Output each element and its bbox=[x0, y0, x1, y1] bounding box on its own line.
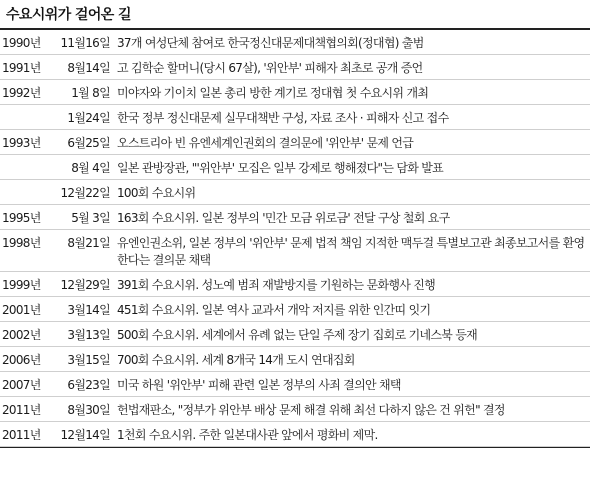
timeline-row bbox=[0, 422, 590, 447]
event-description: 미야자와 기이치 일본 총리 방한 계기로 정대협 첫 수요시위 개최 bbox=[117, 86, 429, 100]
event-description: 37개 여성단체 참여로 한국정신대문제대책협의회(정대협) 출범 bbox=[117, 36, 424, 50]
event-year: 2011년 bbox=[2, 403, 41, 417]
event-date: 1월24일 bbox=[67, 111, 110, 125]
event-year: 1993년 bbox=[2, 136, 41, 150]
event-date: 5월 3일 bbox=[71, 211, 110, 225]
event-date: 8월14일 bbox=[67, 61, 110, 75]
timeline-row bbox=[0, 272, 590, 297]
event-date: 8월21일 bbox=[67, 236, 110, 250]
event-description: 오스트리아 빈 유엔세계인권회의 결의문에 '위안부' 문제 언급 bbox=[117, 136, 414, 150]
timeline-row bbox=[0, 205, 590, 230]
event-description: 한국 정부 정신대문제 실무대책반 구성, 자료 조사 · 피해자 신고 접수 bbox=[117, 111, 449, 125]
event-date: 3월15일 bbox=[67, 353, 110, 367]
event-date: 8월30일 bbox=[67, 403, 110, 417]
timeline-row bbox=[0, 297, 590, 322]
event-date: 1월 8일 bbox=[71, 86, 110, 100]
event-year: 1992년 bbox=[2, 86, 41, 100]
timeline-row bbox=[0, 372, 590, 397]
event-date: 12월29일 bbox=[60, 278, 110, 292]
timeline-row bbox=[0, 105, 590, 130]
event-date: 6월23일 bbox=[67, 378, 110, 392]
event-description: 헌법재판소, "정부가 위안부 배상 문제 해결 위해 최선 다하지 않은 건 위헌" 결정 bbox=[117, 403, 505, 417]
timeline-row bbox=[0, 180, 590, 205]
event-year: 1990년 bbox=[2, 36, 41, 50]
event-year: 2006년 bbox=[2, 353, 41, 367]
event-date: 8월 4일 bbox=[71, 161, 110, 175]
timeline-row bbox=[0, 397, 590, 422]
timeline-row bbox=[0, 80, 590, 105]
event-date: 3월13일 bbox=[67, 328, 110, 342]
event-year: 2001년 bbox=[2, 303, 41, 317]
event-year: 1999년 bbox=[2, 278, 41, 292]
timeline-row bbox=[0, 130, 590, 155]
event-description: 700회 수요시위. 세계 8개국 14개 도시 연대집회 bbox=[117, 353, 355, 367]
event-description: 451회 수요시위. 일본 역사 교과서 개악 저지를 위한 인간띠 잇기 bbox=[117, 303, 431, 317]
event-description: 미국 하원 '위안부' 피해 관련 일본 정부의 사죄 결의안 채택 bbox=[117, 378, 401, 392]
event-year: 1998년 bbox=[2, 236, 41, 250]
timeline-table bbox=[0, 30, 590, 447]
bottom-divider bbox=[0, 447, 590, 448]
event-date: 6월25일 bbox=[67, 136, 110, 150]
event-description: 100회 수요시위 bbox=[117, 186, 196, 200]
event-description: 일본 관방장관, "'위안부' 모집은 일부 강제로 행해졌다"는 담화 발표 bbox=[117, 161, 444, 175]
event-year: 1991년 bbox=[2, 61, 41, 75]
event-description: 500회 수요시위. 세계에서 유례 없는 단일 주제 장기 집회로 기네스북 등재 bbox=[117, 328, 478, 342]
event-year: 2007년 bbox=[2, 378, 41, 392]
timeline-row bbox=[0, 55, 590, 80]
event-date: 12월22일 bbox=[60, 186, 110, 200]
timeline-row bbox=[0, 347, 590, 372]
event-description: 유엔인권소위, 일본 정부의 '위안부' 문제 법적 책임 지적한 맥두걸 특별보고관 최종보고서를 환영한다는 결의문 채택 bbox=[117, 236, 585, 267]
event-description: 391회 수요시위. 성노예 범죄 재발방지를 기원하는 문화행사 진행 bbox=[117, 278, 436, 292]
event-date: 12월14일 bbox=[60, 428, 110, 442]
timeline-row bbox=[0, 30, 590, 55]
timeline-row bbox=[0, 155, 590, 180]
event-year: 1995년 bbox=[2, 211, 41, 225]
event-date: 3월14일 bbox=[67, 303, 110, 317]
event-year: 2011년 bbox=[2, 428, 41, 442]
event-year: 2002년 bbox=[2, 328, 41, 342]
page-title: 수요시위가 걸어온 길 bbox=[6, 7, 131, 23]
event-description: 고 김학순 할머니(당시 67살), '위안부' 피해자 최초로 공개 증언 bbox=[117, 61, 423, 75]
timeline-row bbox=[0, 322, 590, 347]
event-description: 1천회 수요시위. 주한 일본대사관 앞에서 평화비 제막. bbox=[117, 428, 378, 442]
timeline-row bbox=[0, 230, 590, 272]
event-date: 11월16일 bbox=[60, 36, 110, 50]
event-description: 163회 수요시위. 일본 정부의 '민간 모금 위로금' 전달 구상 철회 요구 bbox=[117, 211, 450, 225]
